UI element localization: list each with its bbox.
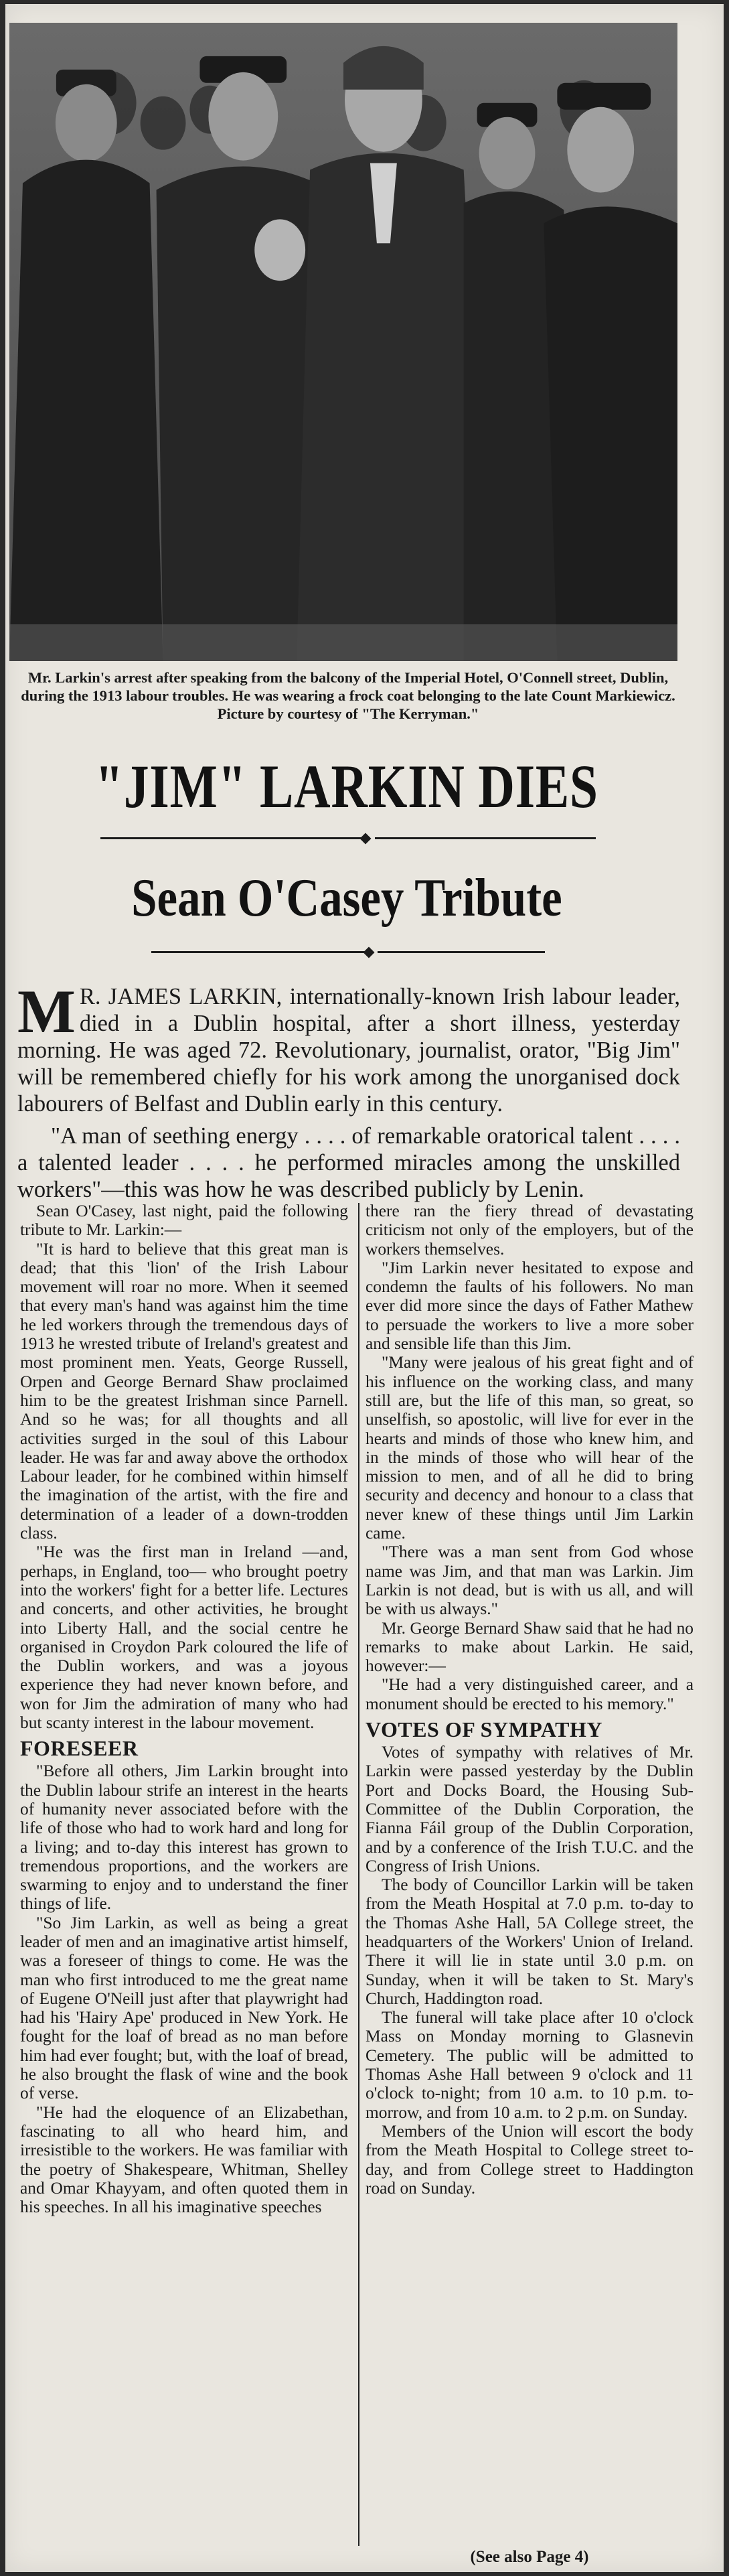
- paragraph: "Jim Larkin never hesitated to expose and condemn the faults of his followers. No man ever did more since the days of Father Mathew to persuade the workers to live a more sober and sensible life than this Jim.: [366, 1258, 694, 1354]
- newspaper-clipping: [5, 4, 724, 2572]
- divider-rule: [378, 951, 545, 953]
- paragraph: there ran the fiery thread of devastating criticism not only of the employers, but of the workers themselves.: [366, 1202, 694, 1259]
- paragraph: "Before all others, Jim Larkin brought into the Dublin labour strife an interest in the hearts of humanity never associated before with the life of those who had to work hard and long for a living; and to-day this interest has grown to tremendous proportions, and the workers are swarming to enjoy and to understand the finer things of life.: [20, 1762, 348, 1914]
- lenin-quote: "A man of seething energy . . . . of remarkable oratorical talent . . . . a talented leader . . . . he performed miracles among the unskilled workers"—this was how he was described publicly by Lenin.: [17, 1123, 680, 1202]
- article-column-right: [366, 1202, 694, 2198]
- divider-ornament: [360, 833, 372, 845]
- paragraph: "He was the first man in Ireland —and, perhaps, in England, too— who brought poetry into the workers' fight for a better life. Lectures and concerts, and other activities, he brought into Liberty Hall, and the social centre he organised in Croydon Park coloured the life of the Dublin workers, and was a joyous experience they had never known before, and won for Jim the admiration of many who had but scanty interest in the labour movement.: [20, 1543, 348, 1733]
- paragraph: Members of the Union will escort the body from the Meath Hospital to College street to-day, and from College street to Haddington road on Sunday.: [366, 2121, 694, 2198]
- article-column-left: [20, 1202, 348, 2216]
- drop-cap: M: [17, 977, 76, 1046]
- photo-illustration: [9, 23, 677, 661]
- paragraph: The funeral will take place after 10 o'clock Mass on Monday morning to Glasnevin Cemetery. The public will be admitted to Thomas Ashe Hall between 9 o'clock and 11 o'clock to-night; from 10 a.m. to 10 p.m. to-morrow, and from 10 a.m. to 2 p.m. on Sunday.: [366, 2008, 694, 2122]
- divider-rule: [151, 951, 366, 953]
- paragraph: "It is hard to believe that this great man is dead; that this 'lion' of the Irish Labour movement will roar no more. When it seemed that every man's hand was against him the time he led workers through the tremendous days of 1913 he wrested tribute of Ireland's greatest and most prominent men. Yeats, George Russell, Orpen and George Bernard Shaw proclaimed him to be the greatest Irishman since Parnell. And so he was; for all thoughts and all activities surged in the soul of this Labour leader. He was far and away above the orthodox Labour leader, for he combined within himself the imagination of the artist, with the fire and determination of a leader of a down-trodden class.: [20, 1239, 348, 1543]
- paragraph: "He had a very distinguished career, and a monument should be erected to his memory.": [366, 1675, 694, 1713]
- paragraph: The body of Councillor Larkin will be taken from the Meath Hospital at 7.0 p.m. to-day to the Thomas Ashe Hall, 5A College street, the headquarters of the Workers' Union of Ireland. There it will lie in state until 3.0 p.m. on Sunday, when it will be taken to St. Mary's Church, Haddington road.: [366, 1875, 694, 2008]
- paragraph: "There was a man sent from God whose name was Jim, and that man was Larkin. Jim Larkin is not dead, but is with us all, and will be with us always.": [366, 1543, 694, 1619]
- section-heading: VOTES OF SYMPATHY: [366, 1717, 602, 1742]
- column-divider: [358, 1203, 359, 2546]
- arrest-photograph: [9, 23, 677, 661]
- subheadline: Sean O'Casey Tribute: [131, 869, 562, 928]
- divider-ornament: [363, 947, 375, 958]
- lead-text: R. JAMES LARKIN, internationally-known Irish labour leader, died in a Dublin hospital, after a short illness, yesterday morning. He was aged 72. Revolutionary, journalist, orator, "Big Jim" will be remembered chiefly for his work among the unorganised dock labourers of Belfast and Dublin early in this century.: [17, 984, 680, 1117]
- headline: "JIM" LARKIN DIES: [95, 752, 598, 820]
- paragraph: "Many were jealous of his great fight and of his influence on the working class, and many still are, but the life of this man, so great, so unselfish, so apostolic, will live for ever in the hearts and minds of those who knew him, and in the minds of those who will hear of the mission to men, and of all he did to bring security and decency and honour to a class that never knew of these things until Jim Larkin came.: [366, 1353, 694, 1543]
- paragraph: "So Jim Larkin, as well as being a great leader of men and an imaginative artist himself, was a foreseer of things to come. He was the man who first introduced to me the great name of Eugene O'Neill just after that playwright had had his 'Hairy Ape' produced in New York. He fought for the loaf of bread as no man before him had ever fought; but, with the loaf of bread, he also brought the flask of wine and the book of verse.: [20, 1913, 348, 2103]
- photo-caption: Mr. Larkin's arrest after speaking from the balcony of the Imperial Hotel, O'Connell street, Dublin, during the 1913 labour troubles. He was wearing a frock coat belonging to the late Count Markiewicz. Picture by courtesy of "The Kerryman.": [21, 669, 675, 722]
- paragraph: Votes of sympathy with relatives of Mr. Larkin were passed yesterday by the Dublin Port and Docks Board, the Housing Sub-Committee of the Dublin Corporation, the Fianna Fáil group of the Dublin Corporation, and by a conference of the Irish T.U.C. and the Congress of Irish Unions.: [366, 1743, 694, 1875]
- paragraph: "He had the eloquence of an Elizabethan, fascinating to all who heard him, and irresistible to the workers. He was familiar with the poetry of Shakespeare, Whitman, Shelley and Omar Khayyam, and often quoted them in his speeches. In all his imaginative speeches: [20, 2102, 348, 2217]
- see-also-note: (See also Page 4): [470, 2548, 589, 2566]
- section-heading: FORESEER: [20, 1736, 139, 1761]
- divider-rule: [100, 837, 361, 839]
- divider-rule: [375, 837, 596, 839]
- paragraph: Sean O'Casey, last night, paid the following tribute to Mr. Larkin:—: [20, 1202, 348, 1240]
- lead-paragraph: [17, 977, 680, 1203]
- paragraph: Mr. George Bernard Shaw said that he had no remarks to make about Larkin. He said, however:—: [366, 1618, 694, 1676]
